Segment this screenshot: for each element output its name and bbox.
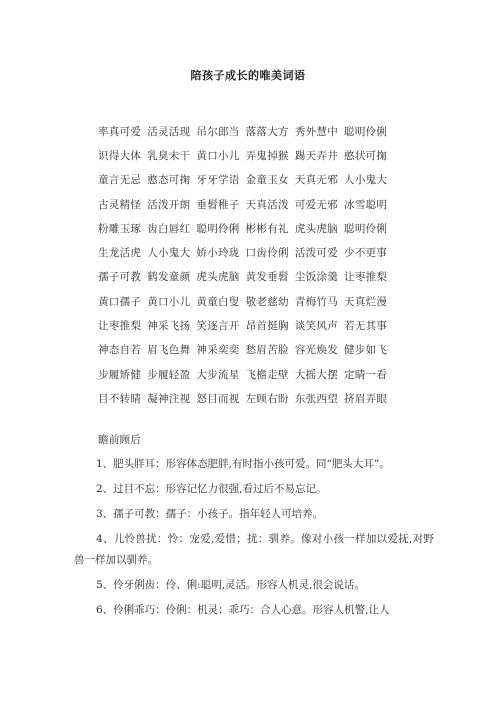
idiom-row [98,240,438,264]
idiom: 秀外慧中 [294,125,339,138]
idiom: 活泼开朗 [147,198,191,211]
idiom: 可爱无邪 [294,198,339,211]
document-title: 陪孩子成长的唯美词语 [190,69,306,82]
idiom: 步履矫健 [98,368,142,381]
idiom: 人小鬼大 [344,174,388,187]
idiom: 左顾右盼 [245,392,289,405]
idiom: 定睛一看 [344,368,388,381]
idiom: 黄发垂髫 [245,271,289,284]
idiom: 乳臭未干 [147,149,191,162]
idiom-row [98,289,438,313]
idiom: 怒目而视 [196,392,240,405]
idiom: 天真活泼 [245,198,289,211]
idiom: 健步如飞 [344,344,388,357]
idiom: 神采飞扬 [147,320,191,333]
idiom-row [98,143,438,167]
idiom: 眉飞色舞 [147,344,191,357]
idiom-row [98,313,438,337]
idiom: 鹤发童颜 [147,271,191,284]
idiom: 憨态可掬 [147,174,191,187]
idiom: 敬老慈幼 [245,295,289,308]
idiom-row [98,338,438,362]
explanation-item: 3、孺子可教：孺子：小孩子。指年轻人可培养。 [96,508,324,520]
explanation-item: 5、伶牙俐齿：伶、俐:聪明,灵活。形容人机灵,很会说话。 [96,579,365,591]
idiom: 冰雪聪明 [344,198,388,211]
idiom: 识得大体 [98,149,142,162]
idiom: 挤眉弄眼 [344,392,388,405]
idiom: 凝神注视 [147,392,191,405]
idiom: 活泼可爱 [294,247,339,260]
idiom: 尘饭涂羹 [294,271,339,284]
idiom: 谈笑风声 [294,320,339,333]
idiom: 容光焕发 [294,344,339,357]
idiom: 孺子可教 [98,271,142,284]
idiom: 人小鬼大 [147,247,191,260]
idiom: 昂首挺胸 [245,320,289,333]
idiom: 黄童白叟 [196,295,240,308]
idiom: 齿白唇红 [147,222,191,235]
idiom: 憨状可掬 [344,149,388,162]
trailing-idiom: 瞻前顾后 [98,434,142,446]
idiom: 童言无忌 [98,174,142,187]
idiom: 聪明伶俐 [344,222,388,235]
explanation-item: 2、过目不忘：形容记忆力很强,看过后不易忘记。 [96,483,327,495]
idiom: 聪明伶俐 [196,222,240,235]
idiom-row [98,386,438,410]
idiom-row [98,168,438,192]
idiom: 黄口小儿 [147,295,191,308]
idiom-row [98,362,438,386]
idiom: 聪明伶俐 [344,125,388,138]
explanation-item: 4、儿怜兽扰：怜：宠爱,爱惜；扰：驯养。像对小孩一样加以爱抚,对野兽一样加以驯养。 [74,533,434,566]
idiom: 虎头虎脑 [294,222,339,235]
idiom: 金童玉女 [245,174,289,187]
idiom: 虎头虎脑 [196,271,240,284]
idiom: 生龙活虎 [98,247,142,260]
idiom-row [98,216,438,240]
idiom: 笑逐言开 [196,320,240,333]
idiom: 踢天弄井 [294,149,339,162]
explanation-list [74,454,434,625]
idiom-grid [98,119,438,411]
idiom: 神采奕奕 [196,344,240,357]
idiom: 天真无邪 [294,174,339,187]
idiom: 口齿伶俐 [245,247,289,260]
idiom: 让枣推梨 [98,320,142,333]
idiom: 黄口孺子 [98,295,142,308]
idiom: 天真烂漫 [344,295,388,308]
idiom: 率真可爱 [98,125,142,138]
idiom: 牙牙学语 [196,174,240,187]
idiom: 步履轻盈 [147,368,191,381]
idiom: 粉雕玉琢 [98,222,142,235]
idiom: 大摇大摆 [294,368,339,381]
idiom: 目不转睛 [98,392,142,405]
idiom-row [98,265,438,289]
explanation-item: 1、肥头胖耳：形容体态肥胖,有时指小孩可爱。同“肥头大耳”。 [96,458,390,470]
idiom: 彬彬有礼 [245,222,289,235]
idiom: 若无其事 [344,320,388,333]
idiom-row [98,119,438,143]
idiom: 垂髫稚子 [196,198,240,211]
idiom: 大步流星 [196,368,240,381]
idiom: 古灵精怪 [98,198,142,211]
idiom: 娇小玲珑 [196,247,240,260]
idiom: 青梅竹马 [294,295,339,308]
idiom: 落落大方 [245,125,289,138]
idiom: 少不更事 [344,247,388,260]
idiom: 愁眉苦脸 [245,344,289,357]
idiom: 飞檐走壁 [245,368,289,381]
idiom: 活灵活现 [147,125,191,138]
idiom: 神态自若 [98,344,142,357]
idiom: 东张西望 [294,392,339,405]
idiom-row [98,192,438,216]
explanation-item: 6、伶俐乖巧：伶俐：机灵；乖巧：合人心意。形容人机警,让人 [96,604,390,616]
idiom: 吊尔郎当 [196,125,240,138]
idiom: 黄口小儿 [196,149,240,162]
idiom: 让枣推梨 [344,271,388,284]
idiom: 弄鬼掉猴 [245,149,289,162]
